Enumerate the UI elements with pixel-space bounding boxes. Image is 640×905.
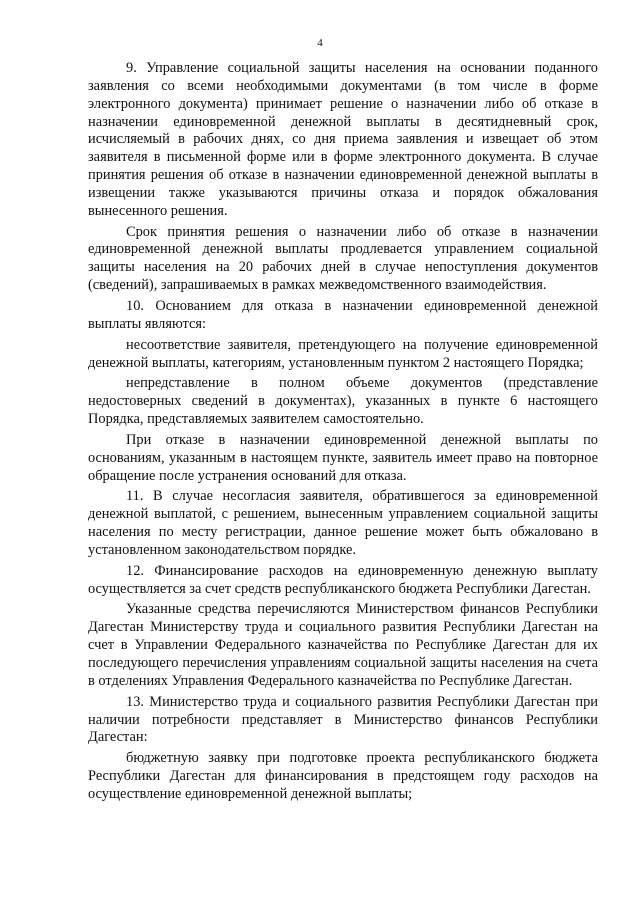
document-body [88,60,598,807]
paragraph-12: 12. Финансирование расходов на единовременную денежную выплату осуществляется за счет средств республиканского бюджета Республики Дагестан. [88,562,598,597]
paragraph-10: 10. Основанием для отказа в назначении единовременной денежной выплаты являются: [88,297,598,332]
paragraph-refusal-reason-2: непредставление в полном объеме документов (представление недостоверных сведений в документах), указанных в пункте 6 настоящего Порядка, представляемых заявителем самостоятельно. [88,375,598,428]
page-number: 4 [317,37,323,49]
paragraph-budget-request: бюджетную заявку при подготовке проекта республиканского бюджета Республики Дагестан для финансирования в предстоящем году расходов на осуществление единовременной денежной выплаты; [88,750,598,802]
paragraph-reapply: При отказе в назначении единовременной денежной выплаты по основаниям, указанным в настоящем пункте, заявитель имеет право на повторное обращение после устранения оснований для отказа. [88,431,598,484]
paragraph-funds-transfer: Указанные средства перечисляются Министерством финансов Республики Дагестан Министерству труда и социального развития Республики Дагестан на счет в Управлении Федерального казначейства по Республике Дагестан для их последующего перечисления управлениям социальной защиты населения на счета в отделениях Управления Федерального казначейства по Республике Дагестан. [88,601,598,689]
paragraph-9: 9. Управление социальной защиты населения на основании поданного заявления со всеми необходимыми документами (в том числе в форме электронного документа) принимает решение о назначении либо об отказе в назначении единовременной денежной выплаты в десятидневный срок, исчисляемый в рабочих днях, со дня приема заявления и извещает об этом заявителя в письменной форме или в форме электронного документа. В случае принятия решения об отказе в назначении единовременной денежной выплаты в извещении также указываются причины отказа и порядок обжалования вынесенного решения. [88,60,598,219]
paragraph-decision-term: Срок принятия решения о назначении либо об отказе в назначении единовременной денежной выплаты продлевается управлением социальной защиты населения на 20 рабочих дней в случае непоступления документов (сведений), запрашиваемых в рамках межведомственного взаимодействия. [88,223,598,294]
paragraph-13: 13. Министерство труда и социального развития Республики Дагестан при наличии потребности представляет в Министерство финансов Республики Дагестан: [88,693,598,746]
paragraph-refusal-reason-1: несоответствие заявителя, претендующего на получение единовременной денежной выплаты, категориям, установленным пунктом 2 настоящего Порядка; [88,336,598,371]
paragraph-11: 11. В случае несогласия заявителя, обратившегося за единовременной денежной выплатой, с решением, вынесенным управлением социальной защиты населения по месту регистрации, данное решение может быть обжаловано в установленном законодательством порядке. [88,488,598,558]
